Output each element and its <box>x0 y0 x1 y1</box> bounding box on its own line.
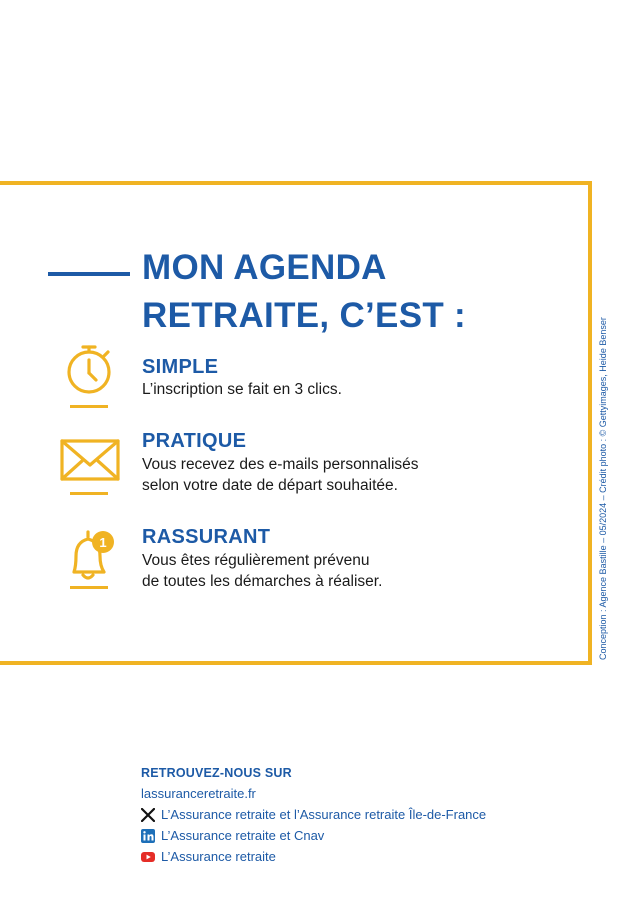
desc-line: Vous recevez des e-mails personnalisés <box>142 456 419 473</box>
envelope-icon <box>60 421 120 491</box>
footer-title: RETROUVEZ-NOUS SUR <box>141 766 292 780</box>
page-title <box>142 244 466 340</box>
social-link-youtube[interactable] <box>141 849 486 864</box>
title-line-2: RETRAITE, C’EST : <box>142 296 466 335</box>
feature-description <box>142 454 419 496</box>
title-rule <box>48 272 130 276</box>
feature-description <box>142 379 342 400</box>
feature-heading: RASSURANT <box>142 526 271 548</box>
footer <box>141 766 486 864</box>
feature-heading: PRATIQUE <box>142 430 247 452</box>
svg-text:1: 1 <box>99 535 107 550</box>
desc-line: Vous êtes régulièrement prévenu <box>142 552 370 569</box>
desc-line: L’inscription se fait en 3 clics. <box>142 381 342 398</box>
social-label: L’Assurance retraite <box>161 849 276 864</box>
social-label: L’Assurance retraite et Cnav <box>161 828 325 843</box>
title-line-1: MON AGENDA <box>142 248 387 287</box>
youtube-icon <box>141 850 155 864</box>
envelope-underline <box>70 492 108 495</box>
website-link[interactable]: lassuranceretraite.fr <box>141 786 256 801</box>
bell-notification-icon <box>60 526 120 596</box>
social-link-linkedin[interactable] <box>141 828 486 843</box>
linkedin-icon <box>141 829 155 843</box>
feature-heading: SIMPLE <box>142 356 219 378</box>
feature-description <box>142 550 382 592</box>
stopwatch-icon <box>60 345 120 415</box>
desc-line: de toutes les démarches à réaliser. <box>142 573 383 590</box>
desc-line: selon votre date de départ souhaitée. <box>142 477 398 494</box>
photo-credit: Conception : Agence Bastille – 05/2024 – Crédit photo : © Gettyimages, Heide Benser <box>598 317 608 660</box>
x-icon <box>141 808 155 822</box>
social-label: L’Assurance retraite et l’Assurance retraite Île-de-France <box>161 807 487 822</box>
social-link-x[interactable] <box>141 807 486 822</box>
